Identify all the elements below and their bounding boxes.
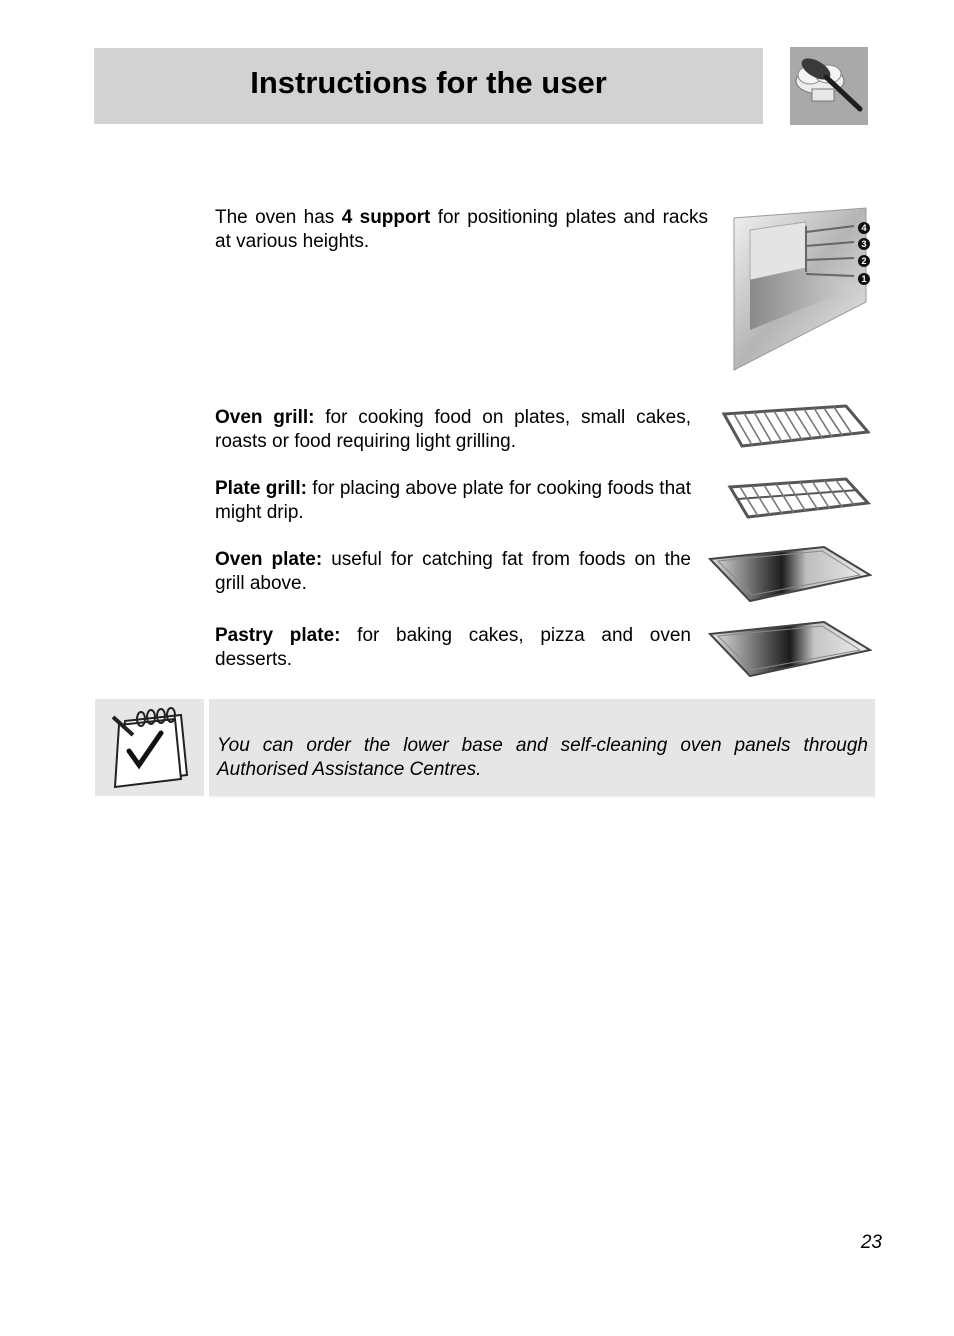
note-box xyxy=(209,699,875,798)
chef-hat-spoon-icon xyxy=(790,47,868,125)
support-level-2: 2 xyxy=(861,256,867,266)
supports-paragraph xyxy=(215,206,708,253)
oven-plate-description xyxy=(215,548,691,595)
pastry-plate-description xyxy=(215,624,691,671)
accessory-name: Plate grill: xyxy=(215,478,307,499)
page-title: Instructions for the user xyxy=(250,65,607,100)
supports-text-before: The oven has xyxy=(215,207,342,228)
support-level-1: 1 xyxy=(861,274,867,284)
accessory-text: for placing above plate for cooking foods that might drip. xyxy=(215,478,691,523)
header-bar xyxy=(94,48,763,124)
accessory-name: Oven grill: xyxy=(215,407,315,428)
notepad-checkmark-icon xyxy=(95,699,204,796)
support-level-3: 3 xyxy=(861,239,867,249)
accessory-name: Pastry plate: xyxy=(215,625,341,646)
accessory-name: Oven plate: xyxy=(215,549,323,570)
oven-interior-illustration xyxy=(728,206,874,374)
accessory-text: useful for catching fat from foods on the grill above. xyxy=(215,549,691,594)
note-text: You can order the lower base and self-cleaning oven panels through Authorised Assistance Centres. xyxy=(217,735,868,780)
oven-plate-image xyxy=(706,545,872,603)
pastry-plate-image xyxy=(706,620,872,678)
page-number: 23 xyxy=(860,1232,882,1253)
supports-count: 4 support xyxy=(341,207,431,228)
supports-text-after: for positioning plates and racks at various heights. xyxy=(215,207,708,252)
plate-grill-image xyxy=(726,475,872,521)
support-level-4: 4 xyxy=(861,223,867,233)
note-icon-box xyxy=(95,699,204,796)
plate-grill-description xyxy=(215,477,691,524)
accessory-text: for cooking food on plates, small cakes, roasts or food requiring light grilling. xyxy=(215,407,691,452)
accessory-text: for baking cakes, pizza and oven desserts. xyxy=(215,625,691,670)
oven-grill-description xyxy=(215,406,691,453)
oven-grill-image xyxy=(720,402,870,452)
